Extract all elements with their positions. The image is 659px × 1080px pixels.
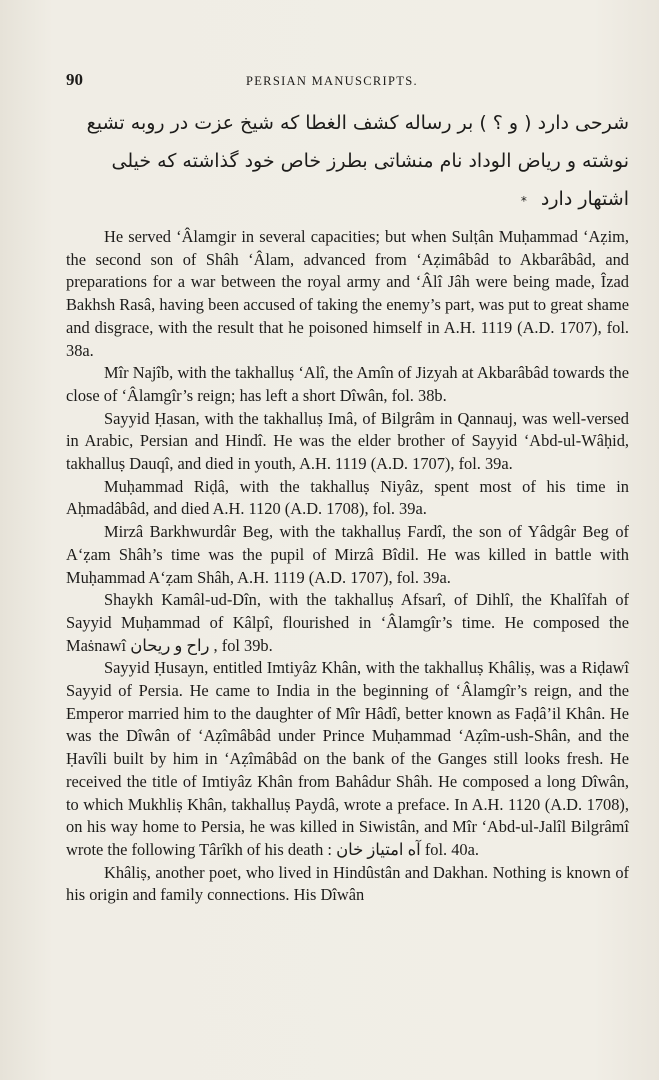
paragraph-mirza-barkhwurdar: Mirzâ Barkhwurdâr Beg, with the takhalluṣ Fardî, the son of Yâdgâr Beg of A‘ẓam Shâh’s time was the pupil of Mirzâ Bîdil. He was killed in battle with Muḥammad A‘ẓam Shâh, A.H. 1119 (A.D. 1707), fol. 39a. xyxy=(66,522,629,587)
page-number: 90 xyxy=(66,70,83,89)
paragraph-muhammad-rida: Muḥammad Riḍâ, with the takhalluṣ Niyâz, spent most of his time in Aḥmadâbâd, and died A.H. 1120 (A.D. 1708), fol. 39a. xyxy=(66,476,629,519)
paragraph-khalis: Khâliṣ, another poet, who lived in Hindûstân and Dakhan. Nothing is known of his origin and family connections. His Dîwân xyxy=(66,862,629,905)
paragraph-mir-najib: Mîr Najîb, with the takhalluṣ ‘Alî, the Amîn of Jizyah at Akbarâbâd towards the close of ‘Âlamgîr’s reign; has left a short Dîwân, fol. 38b. xyxy=(66,363,629,405)
persian-line-1: شرحی دارد ( و ؟ ) بر رساله کشف الغطا که شیخ عزت در روبه تشیع xyxy=(86,112,629,134)
page-header xyxy=(66,62,629,98)
paragraph-shaykh-kamal: Shaykh Kamâl-ud-Dîn, with the takhalluṣ Afsarî, of Dihlî, the Khalîfah of Sayyid Muḥammad of Kâlpî, flourished in ‘Âlamgîr’s time. He composed the Maṡnawî راح و ريحان , fol 39b. xyxy=(66,590,629,655)
paragraph-sayyid-husayn: Sayyid Ḥusayn, entitled Imtiyâz Khân, with the takhalluṣ Khâliṣ, was a Riḍawî Sayyid of Persia. He came to India in the beginning of ‘Âlamgîr’s reign, and the Emperor married him to the daughter of Mîr Hâdî, better known as Faḍâ’il Khân. He was the Dîwân of ‘Aẓîmâbâd under Prince Muḥammad ‘Aẓîm-ush-Shân, and the Ḥavîli built by him in ‘Aẓîmâbâd on the bank of the Ganges still looks fresh. He received the title of Imtiyâz Khân from Bahâdur Shâh. He composed a long Dîwân, to which Mukhliṣ Khân, takhalluṣ Paydâ, wrote a preface. In A.H. 1120 (A.D. 1708), on his way home to Persia, he was killed in Siwistân, and Mîr ‘Abd-ul-Jalîl Bilgrâmî wrote the following Târîkh of his death : آه امتياز خان fol. 40a. xyxy=(66,658,629,859)
persian-line-3 xyxy=(66,180,629,218)
asterisk-mark: * xyxy=(520,194,527,208)
running-head: PERSIAN MANUSCRIPTS. xyxy=(246,74,418,88)
persian-quotation xyxy=(66,104,629,218)
paragraph-izad-bakhsh: He served ‘Âlamgir in several capacities; but when Sulṭân Muḥammad ‘Aẓim, the second son of Shâh ‘Âlam, advanced from ‘Aẓimâbâd to Akbarâbâd, and preparations for a war between the royal army and ‘Âlî Jâh were being made, Îzad Bakhsh Rasâ, having been accused of taking the enemy’s part, was put to great shame and disgrace, with the result that he poisoned himself in A.H. 1119 (A.D. 1707), fol. 38a. xyxy=(66,227,629,360)
persian-line-3-text: اشتهار دارد xyxy=(540,188,629,210)
paragraph-sayyid-hasan: Sayyid Ḥasan, with the takhalluṣ Imâ, of Bilgrâm in Qannauj, was well-versed in Arabic, Persian and Hindî. He was the elder brother of Sayyid ‘Abd-ul-Wâḥid, takhalluṣ Dauqî, and died in youth, A.H. 1119 (A.D. 1707), fol. 39a. xyxy=(66,408,629,474)
body-text xyxy=(66,226,629,907)
persian-line-2: نوشته و ریاض الوداد نام منشاتی بطرز خاص خود گذاشته که خیلی xyxy=(111,150,629,172)
